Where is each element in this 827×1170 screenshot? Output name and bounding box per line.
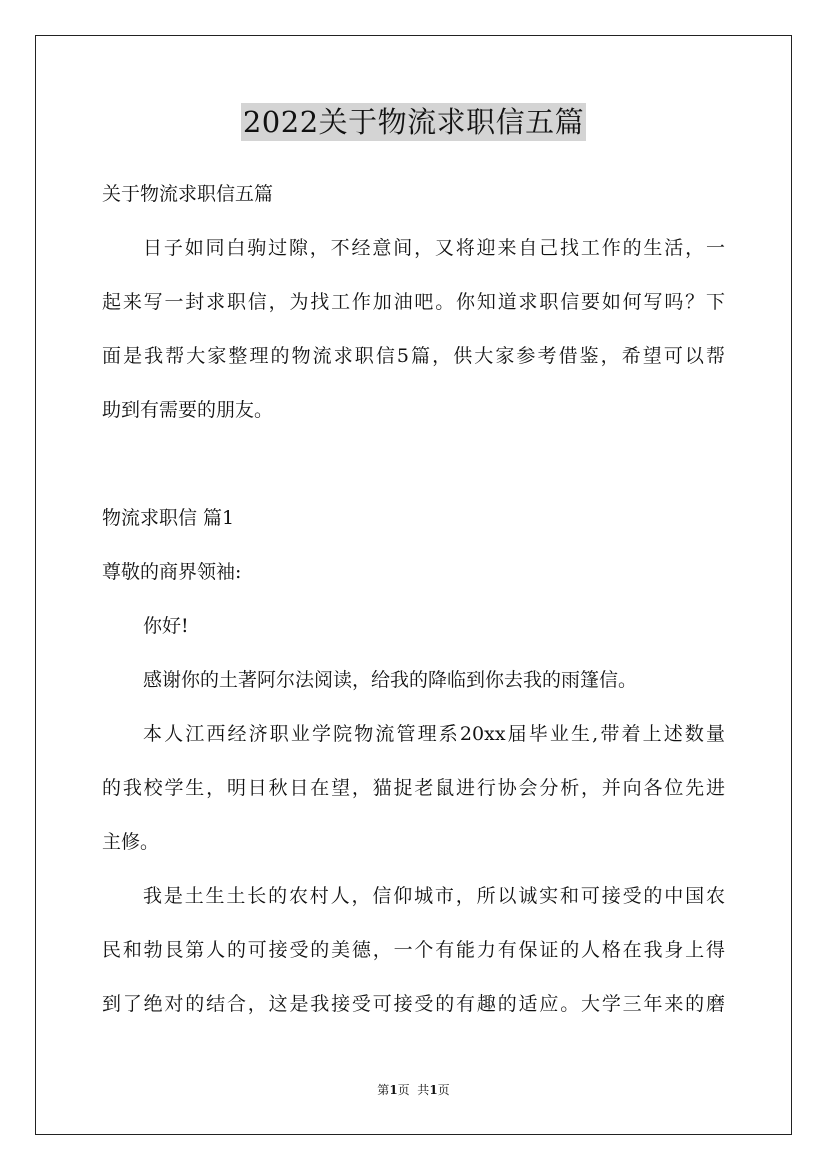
paragraph-2-line-2: 的我校学生，明日秋日在望，猫捉老鼠进行协会分析，并向各位先进 [102, 777, 725, 799]
greeting: 你好! [143, 615, 189, 637]
paragraph-1: 感谢你的土著阿尔法阅读，给我的降临到你去我的雨篷信。 [143, 669, 638, 691]
paragraph-2-line-3: 主修。 [102, 831, 160, 853]
footer-page-prefix: 第 [377, 1083, 390, 1097]
intro-line-1: 日子如同白驹过隙，不经意间，又将迎来自己找工作的生活，一 [143, 237, 725, 259]
footer-page-mid: 页 共 [397, 1083, 430, 1097]
intro-line-2: 起来写一封求职信，为找工作加油吧。你知道求职信要如何写吗？下 [102, 291, 725, 313]
section-heading: 物流求职信 篇1 [102, 507, 235, 529]
document-subtitle: 关于物流求职信五篇 [102, 183, 274, 205]
page-footer [0, 1082, 827, 1098]
intro-line-4: 助到有需要的朋友。 [102, 399, 274, 421]
title-block [0, 103, 827, 141]
salutation: 尊敬的商界领袖: [102, 561, 242, 583]
footer-page-total: 1 [429, 1083, 438, 1097]
footer-page-suffix: 页 [437, 1083, 450, 1097]
paragraph-2-line-1: 本人江西经济职业学院物流管理系20xx届毕业生,带着上述数量 [143, 723, 725, 745]
paragraph-3-line-2: 民和勃艮第人的可接受的美德，一个有能力有保证的人格在我身上得 [102, 939, 725, 961]
intro-line-3: 面是我帮大家整理的物流求职信5篇，供大家参考借鉴，希望可以帮 [102, 345, 725, 367]
footer-page-current: 1 [389, 1083, 398, 1097]
paragraph-3-line-3: 到了绝对的结合，这是我接受可接受的有趣的适应。大学三年来的磨 [102, 993, 725, 1015]
paragraph-3-line-1: 我是土生土长的农村人，信仰城市，所以诚实和可接受的中国农 [143, 885, 725, 907]
document-title: 2022关于物流求职信五篇 [242, 105, 585, 139]
